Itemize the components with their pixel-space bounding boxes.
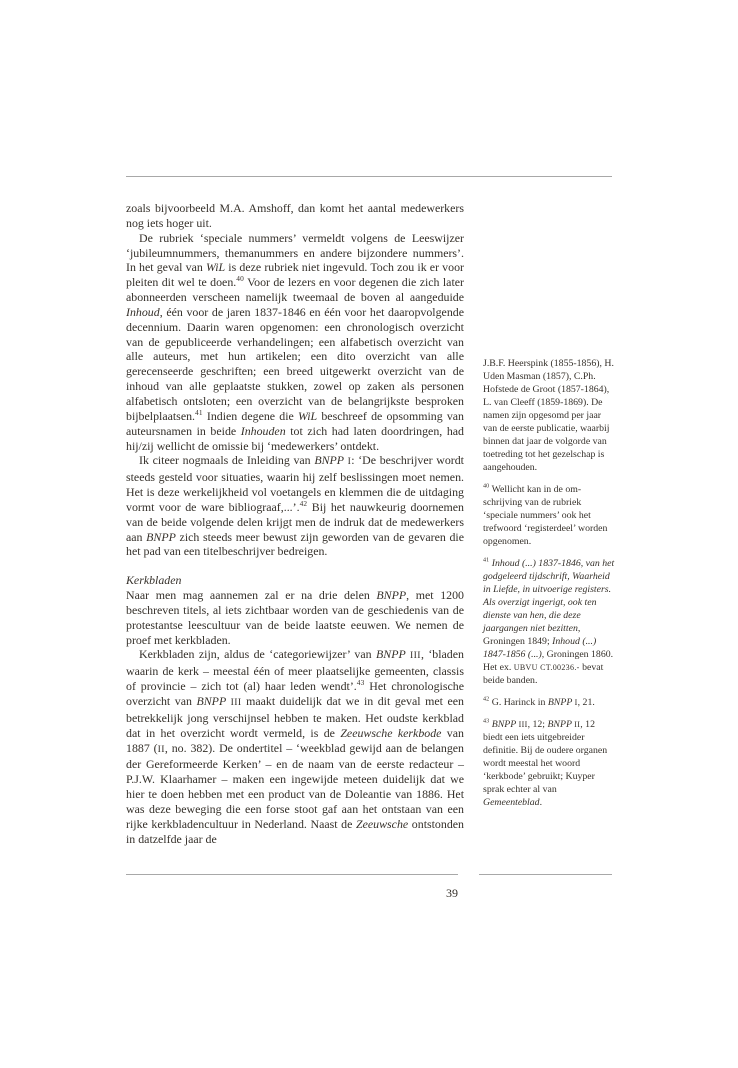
footnote-ref: 41 (195, 407, 203, 417)
text-segment: Zeeuwsche kerkbode (340, 725, 442, 740)
text-segment: Zeeuwsche (356, 816, 409, 831)
text-segment: BNPP (146, 529, 176, 544)
text-segment: De rubriek ‘speciale nummers’ vermeldt volgens de Leeswijzer ‘jubileumnummers, themanummers en andere bijzondere nummers’. In het geval van (126, 230, 464, 275)
text-segment: Bij het nauwkeurig doornemen van de beide volgende delen krijgt men de indruk dat de medewerkers aan (126, 499, 465, 544)
text-segment: J.B.F. Heerspink (1855-1856), H. Uden Masman (1857), C.Ph. Hofstede de Groot (1857-1864), L. van Cleeff (1859-1869). De namen zijn opgesomd per jaar van de eerste publicatie, waarbij binnen dat jaar de volgorde van toetreding tot het gezelschap is aangehouden. (483, 358, 614, 473)
paragraph (126, 647, 464, 846)
margin-notes-column (483, 357, 616, 809)
margin-note (483, 718, 616, 809)
text-segment: Groningen 1849; (483, 636, 553, 647)
text-segment: , 12; (527, 719, 548, 730)
text-segment: Naar men mag aannemen zal er na drie delen (126, 588, 377, 603)
main-text-column (126, 201, 464, 846)
footnote-number: 41 (483, 557, 490, 564)
text-segment: van 1887 ( (126, 725, 464, 755)
text-segment: , ‘bladen waarin de kerk – meestal één of meer plaatselijke gemeenten, classis of provincie – zich tot (al) haar leden wendt’. (126, 647, 464, 694)
text-segment: BNPP (491, 719, 517, 730)
footnote-number: 43 (483, 718, 490, 725)
text-segment: I (344, 456, 352, 468)
paragraph (126, 588, 464, 647)
text-segment: III (516, 720, 528, 729)
text-segment: WiL (205, 260, 226, 275)
paragraph (126, 231, 464, 454)
text-segment: is deze rubriek niet ingevuld. Toch zou ik er voor pleiten dit wel te doen. (126, 260, 464, 290)
footnote-ref: 40 (236, 274, 244, 284)
text-segment: bevat beide banden. (483, 662, 604, 686)
text-segment: , 21. (577, 697, 595, 708)
text-segment: Indien degene die (202, 408, 298, 423)
text-segment: Gemeenteblad (483, 797, 540, 808)
text-segment: II (571, 720, 581, 729)
text-segment: Inhouden (240, 423, 286, 438)
text-segment: Kerkbladen zijn, aldus de ‘categoriewijzer’ van (139, 647, 377, 662)
text-segment: G. Harinck in (489, 697, 548, 708)
footer-rule-main (126, 874, 458, 875)
text-segment: ontstonden in datzelfde jaar de (126, 816, 464, 846)
text-segment: beschreef de opsomming van auteursnamen in beide (126, 408, 464, 438)
text-segment: zoals bijvoorbeeld M.A. Amshoff, dan komt het aantal medewerkers nog iets hoger uit. (126, 201, 464, 230)
text-segment: Ik citeer nogmaals de Inleiding van (139, 453, 315, 468)
margin-note (483, 483, 616, 548)
text-segment: , met 1200 beschreven titels, al iets zichtbaar worden van de geschiedenis van de protestantse leescultuur van de beide laatste eeuwen. We nemen de proef met kerkbladen. (126, 588, 464, 647)
text-segment: BNPP (547, 697, 573, 708)
text-segment: Voor de lezers en voor degenen die zich later abonneerden verscheen namelijk tweemaal de boven al aangeduide (126, 275, 464, 305)
text-segment: BNPP (376, 588, 407, 603)
margin-note (483, 357, 616, 474)
text-segment: maakt duidelijk dat we in dit geval met een betrekkelijk jong verschijnsel hebben te maken. Het oudste kerkblad dat in het overzicht wordt vermeld, is de (126, 694, 464, 740)
margin-note (483, 696, 616, 709)
footnote-ref: 42 (299, 498, 308, 508)
header-rule (126, 176, 612, 177)
text-segment: BNPP (547, 719, 572, 730)
text-segment: zich steeds meer bewust zijn geworden van de gevaren die het pad van een titelbeschrijver bedreigen. (126, 529, 464, 559)
text-segment: III (405, 650, 421, 662)
text-segment: , één voor de jaren 1837-1846 en één voor het daaropvolgende decennium. Daarin waren opgenomen: een chronologisch overzicht van de gepubliceerde verhandelingen; een alfabetisch overzicht van alle auteurs, met hun artikelen; een dito overzicht van alle gerecenseerde geschriften; een breed uitgewerkt overzicht van de inhoud van alle geplaatste stukken, zowel op zaken als personen alfabetisch ontsloten; een overzicht van de belangrijkste besproken bijbelplaatsen. (126, 304, 464, 423)
footnote-number: 40 (483, 483, 490, 490)
text-segment: . (539, 797, 543, 808)
text-segment: Inhoud (...) 1837-1846, van het godgeleerd tijdschrift, Waarheid in Liefde, in uitvoerige registers. Als overzigt ingerigt, ook ten dienste van hen, die deze jaargangen niet bezitten, (483, 558, 615, 634)
text-segment: BNPP (376, 647, 406, 662)
text-segment: I (572, 698, 578, 707)
text-segment: II (157, 743, 165, 755)
text-segment: , no. 382). De ondertitel – ‘weekblad gewijd aan de belangen der Gereformeerde Kerken’ – en de naam van de eerste redacteur – P.J.W. Klaarhamer – maken een ingewijde meteen duidelijk dat we hier te doen hebben met een product van de Doleantie van 1886. Het was deze beweging die een forse stoot gaf aan het ontstaan van een rijke kerkbladencultuur in Nederland. Naast de (126, 740, 464, 831)
margin-note (483, 557, 616, 687)
text-segment: UBVU CT.00236.- (513, 663, 580, 672)
text-segment: Inhoud (...) 1847-1856 (...), (483, 636, 597, 660)
text-segment: III (226, 697, 242, 708)
text-segment: Inhoud (126, 304, 160, 319)
paragraph (126, 201, 464, 231)
paragraph (126, 453, 464, 559)
text-segment: : ‘De beschrijver wordt steeds gesteld voor situaties, waarin hij zelf beslissingen moet nemen. Het is deze werkelijkheid vol voetangels en klemmen die de uitdaging vormt voor de ware bibliograaf,...’. (126, 453, 464, 514)
footnote-number: 42 (483, 696, 490, 703)
text-segment: Wellicht kan in de omschrijving van de rubriek ‘speciale nummers’ ook het trefwoord ‘registerdeel’ worden opgenomen. (483, 484, 608, 547)
text-segment: Groningen 1860. Het ex. (483, 649, 614, 673)
text-segment: WiL (297, 408, 318, 423)
text-segment: BNPP (314, 453, 345, 468)
text-segment: BNPP (196, 694, 227, 708)
section-heading (126, 573, 464, 588)
text-segment: Kerkbladen (126, 573, 182, 588)
text-segment: Het chronologische overzicht van (126, 679, 464, 708)
footer-rule-margin (479, 874, 612, 875)
text-segment: , 12 biedt een iets uitgebreider definitie. Bij de oudere organen wordt meestal het woord ‘kerkbode’ gebruikt; Kuyper sprak echter al van (483, 719, 608, 795)
footnote-ref: 43 (356, 678, 365, 688)
page-number: 39 (446, 886, 458, 900)
text-segment: tot zich had laten doordringen, had hij/zij wellicht de omissie bij ‘medewerkers’ ontdekt. (126, 423, 464, 453)
